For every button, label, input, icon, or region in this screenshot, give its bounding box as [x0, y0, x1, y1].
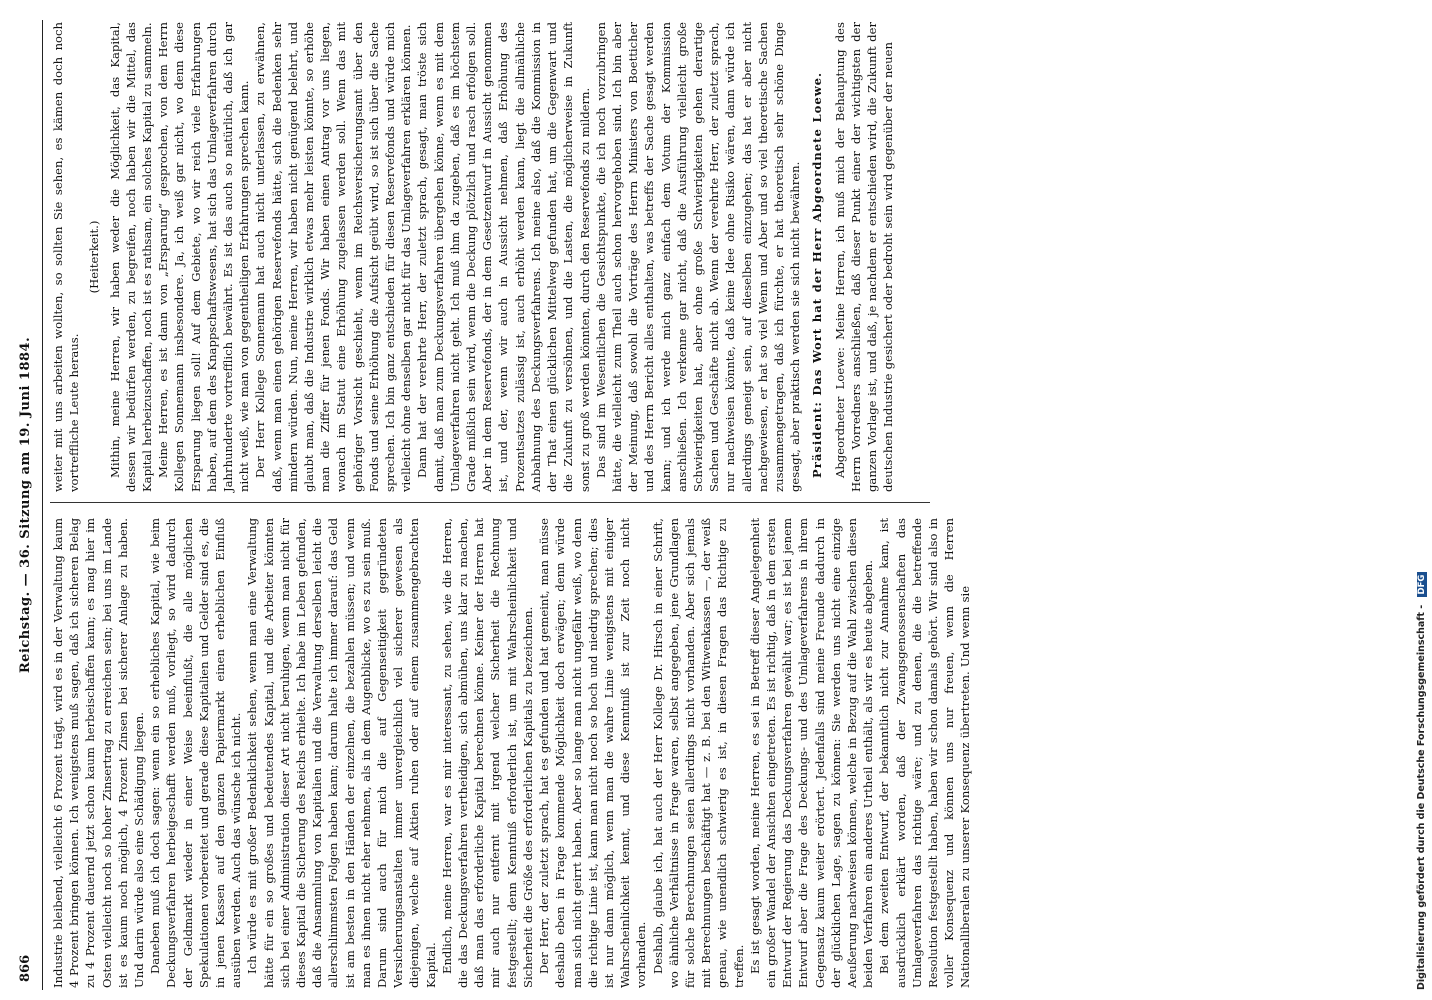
paragraph: Das sind im Wesentlichen die Gesichtspunkte, die ich noch vorzubringen hätte, die vielleicht zum Theil auch schon hervorgehoben sind. Ich bin aber der Meinung, daß sowohl die Vorträge des Herrn Ministers von Boetticher und des Herrn Bericht alles enthalten, was betreffs der Sache gesagt werden kann; und ich werde mich ganz einfach dem Votum der Kommission anschließen. Ich verkenne gar nicht, daß die Ausführung vielleicht große Schwierigkeiten hat, aber ohne große Schwierigkeiten gehen derartige Sachen und Geschäfte nicht ab. Wenn der verehrte Herr, der zuletzt sprach, nur nachweisen könnte, daß keine Idee ohne Risiko wären, dann würde ich allerdings geneigt sein, auf dieselben einzugehen; das hat er aber nicht nachgewiesen, er hat so viel Wenn und Aber und so viel theoretische Sachen zusammengetragen, daß ich fürchte, er hat theoretisch sehr schöne Dinge gesagt, aber praktisch werden sie sich nicht bewähren. — [593, 22, 803, 492]
paragraph: Dann hat der verehrte Herr, der zuletzt sprach, gesagt, man tröste sich damit, daß man zum Deckungsverfahren übergehen könne, wenn es mit dem Umlageverfahren nicht geht. Ich muß ihm da zugeben, daß es im höchstem Grade mißlich sein wird, wenn die Deckung plötzlich und rasch erfolgen soll. Aber in dem Reservefonds, der in dem Gesetzentwurf in Aussicht genommen ist, und der, wenn wir auch in Aussicht nehmen, daß Erhöhung des Prozentsatzes zulässig ist, auch erhöht werden kann, liegt die allmähliche Anbahnung des Deckungsverfahrens. Ich meine also, daß die Kommission in der That einen glücklichen Mittelweg gefunden hat, um die Gegenwart und die Zukunft zu versöhnen, und die Lasten, die möglicherweise in Zukunft sonst zu groß werden könnten, durch den Reservefonds zu mildern. — [415, 22, 592, 492]
dfg-logo: DFG — [1417, 572, 1427, 598]
column-divider — [50, 502, 930, 503]
paragraph: weiter mit uns arbeiten wollten, so sollten Sie sehen, es kämen doch noch vortreffliche Leute heraus. — [51, 22, 82, 492]
rotated-page-content — [10, 10, 1390, 990]
left-column — [50, 518, 974, 988]
page-number: 866 — [18, 954, 33, 982]
paragraph: Daneben muß ich doch sagen: wenn ein so erhebliches Kapital, wie beim Deckungsverfahren herbeigeschafft werden muß, vorliegt, so wird dadurch der Geldmarkt wieder in einer Weise beeinflußt, die alle möglichen Spekulationen vorbereitet und gerade diese Kapitalien und Gelder sind es, die in jenen Kassen auf den ganzen Papiermarkt einen erheblichen Einfluß ausüben werden. Auch das wünsche ich nicht. — [148, 518, 244, 988]
page-header — [10, 20, 43, 990]
paragraph: Deshalb, glaube ich, hat auch der Herr Kollege Dr. Hirsch in einer Schrift, wo ähnliche Verhältnisse in Frage waren, selbst angegeben, jene Grundlagen für solche Berechnungen seien allerdings nicht vorhanden. Aber sich jemals mit Berechnungen beschäftigt hat — z. B. bei den Witwenkassen —, der weiß genau, wie unendlich schwierig es ist, in diesen Fragen das Richtige zu treffen. — [650, 518, 746, 988]
paragraph: Der Herr, der zuletzt sprach, hat es gefunden und hat gemeint, man müsse deshalb eben in Frage kommende Möglichkeit doch erwägen; denn würde man sich nicht geirrt haben. Aber so lange man nicht ungefähr weiß, wo denn die richtige Linie ist, kann man nicht noch so hoch und niedrig sprechen; dies ist nur dann möglich, wenn man die wahre Linie wenigstens mit einiger Wahrscheinlichkeit kennt, und diese Kenntniß ist zur Zeit noch nicht vorhanden. — [537, 518, 649, 988]
interjection: (Heiterkeit.) — [87, 220, 102, 294]
page-title: Reichstag. — 36. Sitzung am 19. Juni 1884. — [18, 336, 33, 674]
paragraph: Der Herr Kollege Sonnemann hat auch nicht unterlassen, zu erwähnen, daß, wenn man einen gehörigen Reservefonds hätte, sich die Bedenken sehr mindern würden. Nun, meine Herren, wir haben nicht genügend belehrt, und glaubt man, daß die Industrie wirklich etwas mehr leisten könnte, so erhöhe man die Ziffer für jenen Fonds. Wir haben einen Antrag vor uns liegen, wonach im Statut eine Erhöhung zugelassen werden soll. Wenn das mit gehöriger Vorsicht geschieht, wenn im Reichsversicherungsamt über den Fonds und seine Erhöhung die Aufsicht geübt wird, so ist sich über die Sache sprechen. Ich bin ganz entschieden für diesen Reservefonds und würde mich vielleicht ohne denselben gar nicht für das Umlageverfahren erklären können. — [253, 22, 414, 492]
paragraph: Industrie bleibend, vielleicht 6 Prozent trägt, wird es in der Verwaltung kaum 4 Prozent bringen können. Ich wenigstens muß sagen, daß ich sicheren Belag zu 4 Prozent dauernd jetzt schon kaum herbeischaffen kann; es mag hier im Osten vielleicht noch so hoher Zinsertrag zu erreichen sein; bei uns im Lande ist es kaum noch möglich, 4 Prozent Zinsen bei sicherer Anlage zu haben. Und darin würde also eine Schädigung liegen. — [51, 518, 147, 988]
paragraph: Mithin, meine Herren, wir haben weder die Möglichkeit, das Kapital, dessen wir bedürfen werden, zu begreifen, noch haben wir die Mittel, das Kapital herbeizuschaffen, noch ist es rathsam, ein solches Kapital zu sammeln. — [107, 22, 155, 492]
paragraph: Abgeordneter Loewe: Meine Herren, ich muß mich der Behauptung des Herrn Vorredners anschließen, daß dieser Punkt einer der wichtigsten der ganzen Vorlage ist, und daß, je nachdem er entschieden wird, die Zukunft der deutschen Industrie gesichert oder bedroht sein wird gegenüber der neuen — [832, 22, 896, 492]
credit-text: Digitalisierung gefördert durch die Deutsche Forschungsgemeinschaft - — [1416, 604, 1427, 990]
digitization-credit — [1414, 0, 1428, 1000]
paragraph: Ich würde es mit großer Bedenklichkeit sehen, wenn man eine Verwaltung hätte für ein so großes und bedeutendes Kapital, und die Arbeiter könnten sich bei einer Administration dieser Art nicht beruhigen, wenn man nicht für dieses Kapital die Sicherung des Reichs erhielte. Ich habe im Leben gefunden, daß die Ansammlung von Kapitalien und die Verwaltung derselben leicht die allerschlimmsten Folgen haben kann; darum halte ich immer darauf: das Geld ist am besten in den Händen der einzelnen, die bezahlen müssen; und wenn man es ihnen nicht eher nehmen, als in dem Augenblicke, wo es zu sein muß. Darum sind auch für mich die auf Gegenseitigkeit gegründeten Versicherungsanstalten immer unvergleichlich viel sicherer gewesen als diejenigen, welche auf Aktien ruhen oder auf einem zusammengebrachten Kapital. — [245, 518, 438, 988]
paragraph: Endlich, meine Herren, war es mir interessant, zu sehen, wie die Herren, die das Deckungsverfahren vertheidigen, sich abmühen, uns klar zu machen, daß man das erforderliche Kapital berechnen könne. Keiner der Herren hat mir auch nur entfernt mit irgend welcher Sicherheit die Rechnung festgestellt; denn Kenntniß erforderlich ist, um mit Wahrscheinlichkeit und Sicherheit die Größe des erforderlichen Kapitals zu bezeichnen. — [439, 518, 535, 988]
right-column — [50, 22, 896, 492]
paragraph: Es ist gesagt worden, meine Herren, es sei in Betreff dieser Angelegenheit ein großer Wandel der Ansichten eingetreten. Es ist richtig, daß in dem ersten Entwurf der Regierung das Deckungsverfahren gewählt war; es ist bei jenem Entwurf aber die Frage des Deckungs- und des Umlageverfahrens in ihrem Gegensatz kaum weiter erörtert. Jedenfalls sind meine Freunde dadurch in der glücklichen Lage, sagen zu können: Sie werden uns nicht eine einzige Aeußerung nachweisen können, welche in Bezug auf die Wahl zwischen diesen beiden Verfahren ein anderes Urtheil enthält, als wir es heute abgeben. — [747, 518, 876, 988]
speaker-line: Präsident: Das Wort hat der Herr Abgeordnete Loewe. — [810, 71, 825, 478]
paragraph: Meine Herren, es ist dann von „Ersparung“ gesprochen, von dem Herrn Kollegen Sonnemann insbesondere. Ja, ich weiß gar nicht, wo denn diese Ersparung liegen soll! Auf dem Gebiete, wo wir reich viele Erfahrungen haben, auf dem des Knappschaftswesens, hat sich das Umlageverfahren durch Jahrhunderte vortrefflich bewährt. Es ist das auch so natürlich, daß ich gar nicht weiß, wie man von gegentheiligen Erfahrungen sprechen kann. — [156, 22, 252, 492]
paragraph: Bei dem zweiten Entwurf, der bekanntlich nicht zur Annahme kam, ist ausdrücklich erklärt worden, daß der Zwangsgenossenschaften das Umlageverfahren das richtige wäre; und zu denen, die die betreffende Resolution festgestellt haben, haben wir schon damals gehört. Wir sind also in voller Konsequenz und können uns nur freuen, wenn die Herren Nationalliberalen zu unserer Konsequenz übertreten. Und wenn sie — [877, 518, 973, 988]
